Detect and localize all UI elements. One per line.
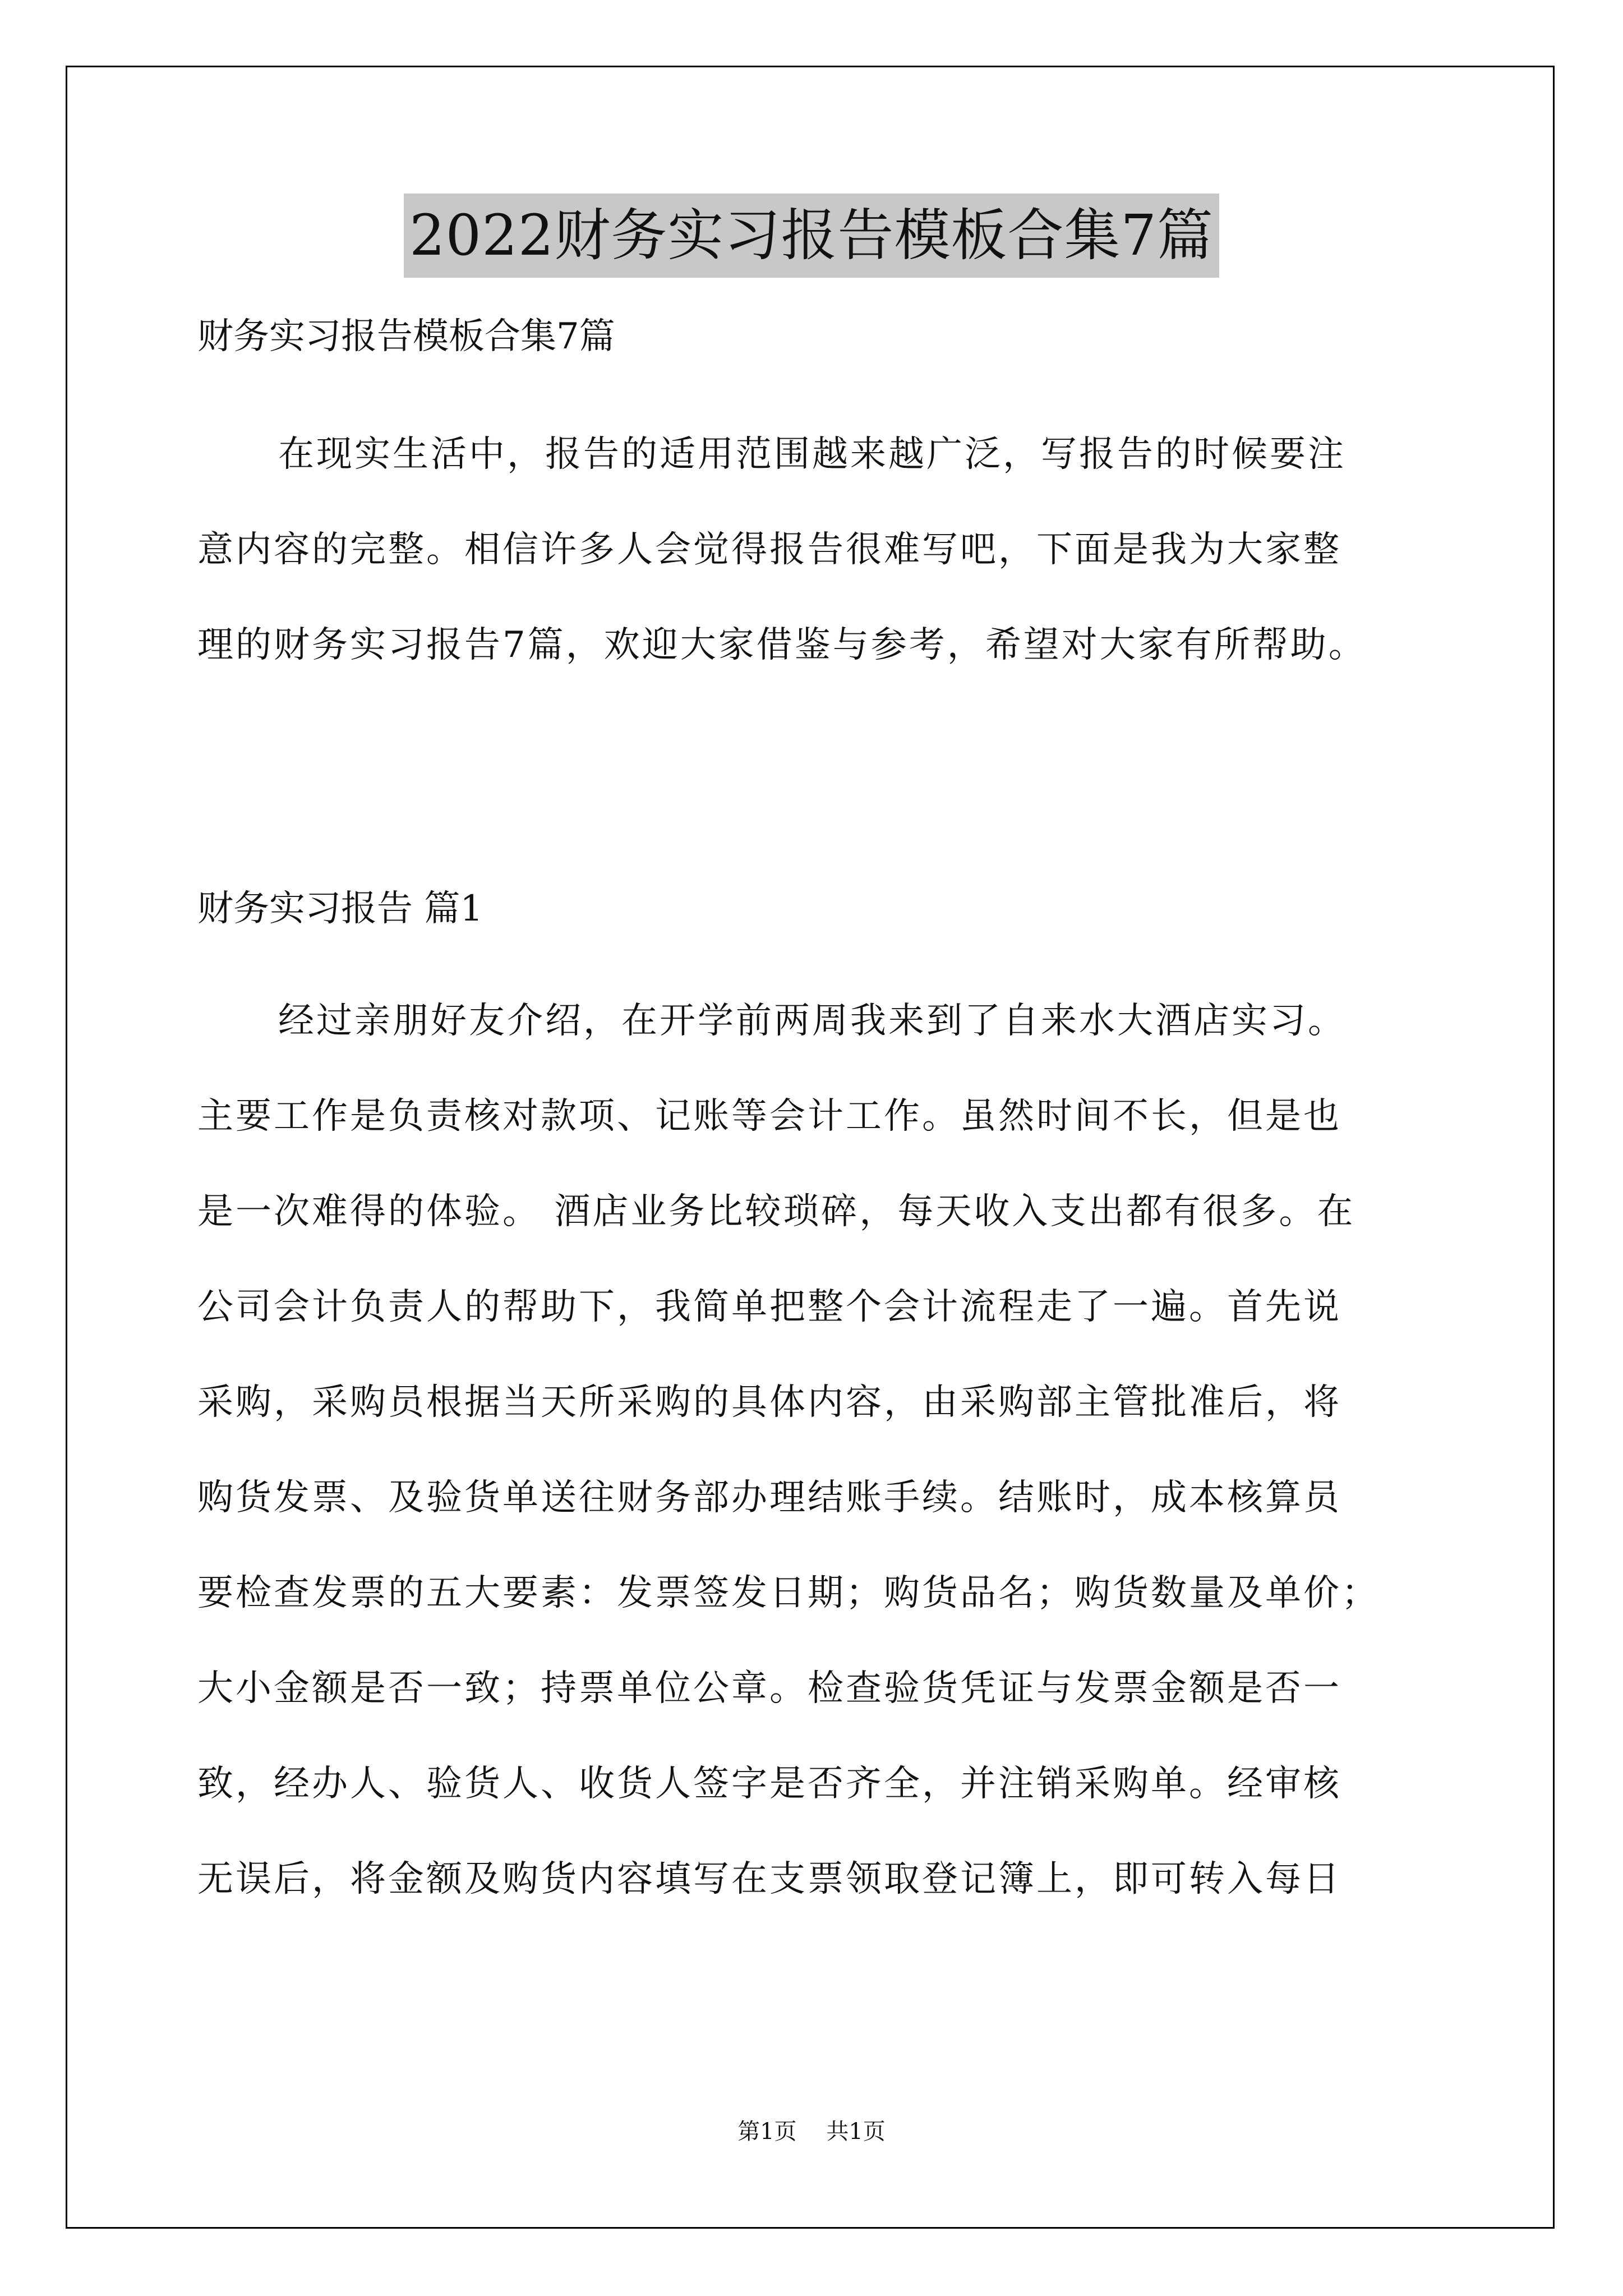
document-subtitle: 财务实习报告模板合集7篇 xyxy=(197,316,615,357)
document-title: 2022财务实习报告模板合集7篇 xyxy=(404,194,1219,278)
body-line-5: 采购，采购员根据当天所采购的具体内容，由采购部主管批准后，将 xyxy=(197,1382,1341,1423)
intro-line-3: 理的财务实习报告7篇，欢迎大家借鉴与参考，希望对大家有所帮助。 xyxy=(197,624,1367,666)
body-line-1: 经过亲朋好友介绍，在开学前两周我来到了自来水大酒店实习。 xyxy=(278,1000,1346,1042)
body-line-3: 是一次难得的体验。 酒店业务比较琐碎，每天收入支出都有很多。在 xyxy=(197,1191,1355,1232)
body-line-9: 致，经办人、验货人、收货人签字是否齐全，并注销采购单。经审核 xyxy=(197,1763,1341,1805)
body-line-4: 公司会计负责人的帮助下，我简单把整个会计流程走了一遍。首先说 xyxy=(197,1286,1341,1328)
body-line-10: 无误后，将金额及购货内容填写在支票领取登记簿上，即可转入每日 xyxy=(197,1858,1341,1900)
body-line-8: 大小金额是否一致；持票单位公章。检查验货凭证与发票金额是否一 xyxy=(197,1668,1341,1709)
page-footer xyxy=(0,2115,1623,2148)
title-container xyxy=(0,194,1623,278)
section-1-heading: 财务实习报告 篇1 xyxy=(197,888,483,930)
intro-line-2: 意内容的完整。相信许多人会觉得报告很难写吧，下面是我为大家整 xyxy=(197,529,1341,570)
body-line-7: 要检查发票的五大要素：发票签发日期；购货品名；购货数量及单价； xyxy=(197,1572,1380,1614)
body-line-6: 购货发票、及验货单送往财务部办理结账手续。结账时，成本核算员 xyxy=(197,1477,1341,1519)
page-number: 第1页 xyxy=(737,2119,797,2145)
page-total: 共1页 xyxy=(826,2119,886,2145)
body-line-2: 主要工作是负责核对款项、记账等会计工作。虽然时间不长，但是也 xyxy=(197,1096,1341,1137)
intro-line-1: 在现实生活中，报告的适用范围越来越广泛，写报告的时候要注 xyxy=(278,434,1346,475)
